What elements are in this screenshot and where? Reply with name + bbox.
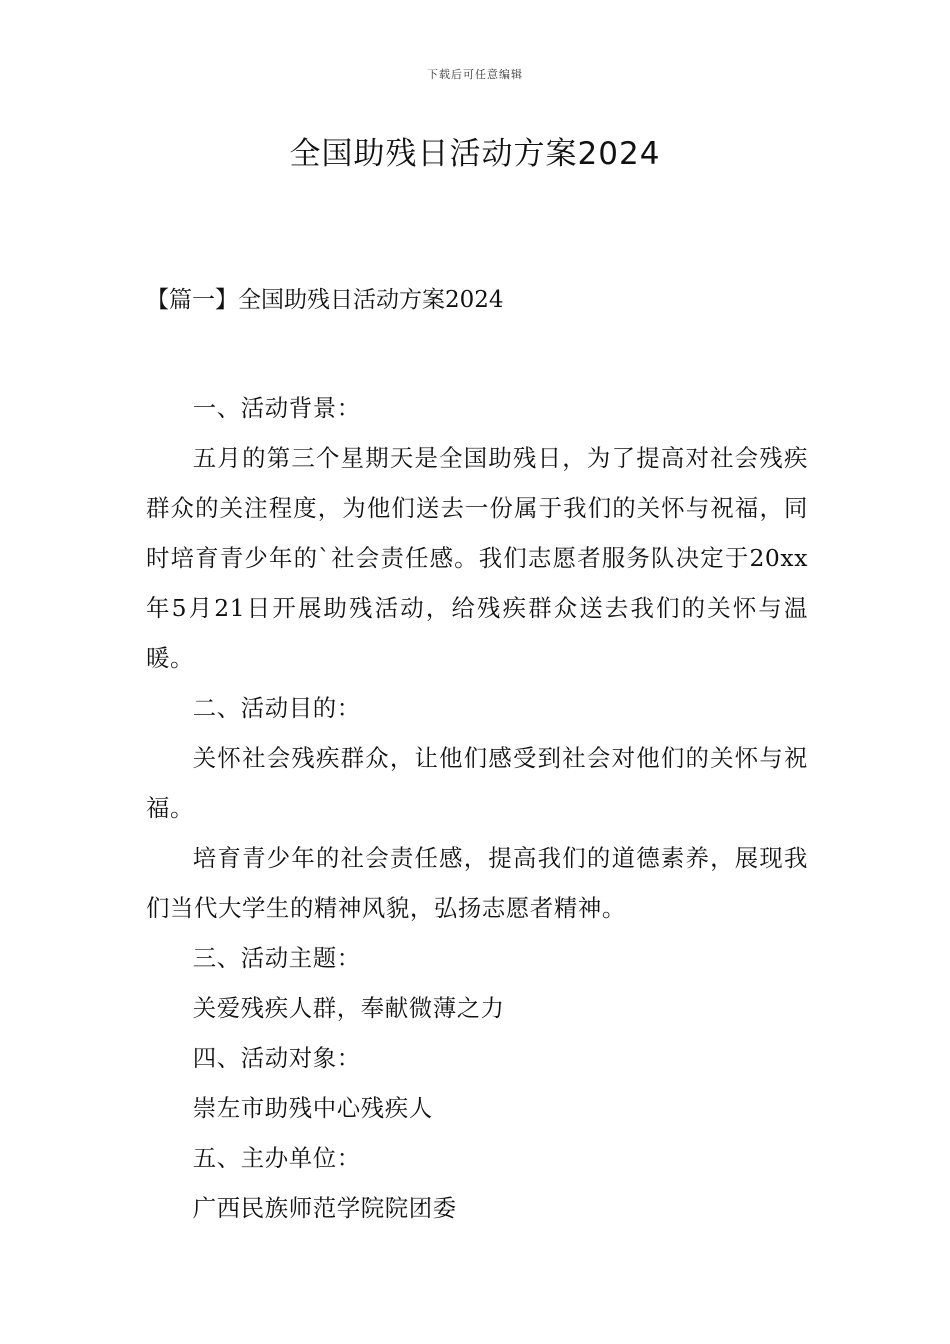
section-heading: 【篇一】全国助残日活动方案2024 xyxy=(146,287,504,313)
paragraph-background: 五月的第三个星期天是全国助残日，为了提高对社会残疾群众的关注程度，为他们送去一份属于我们的关怀与祝福，同时培育青少年的`社会责任感。我们志愿者服务队决定于20xx年5月21日开展助残活动，给残疾群众送去我们的关怀与温暖。 xyxy=(146,444,808,672)
paragraph-theme: 关爱残疾人群，奉献微薄之力 xyxy=(192,994,505,1022)
header-note: 下载后可任意编辑 xyxy=(427,68,523,81)
heading-organizer: 五、主办单位： xyxy=(192,1144,361,1172)
heading-target: 四、活动对象： xyxy=(192,1044,361,1072)
heading-theme: 三、活动主题： xyxy=(192,944,361,972)
paragraph-purpose-2: 培育青少年的社会责任感，提高我们的道德素养，展现我们当代大学生的精神风貌，弘扬志愿者精神。 xyxy=(146,844,808,922)
paragraph-target: 崇左市助残中心残疾人 xyxy=(192,1094,433,1122)
heading-purpose: 二、活动目的： xyxy=(192,694,361,722)
document-body xyxy=(146,383,808,1233)
paragraph-organizer: 广西民族师范学院院团委 xyxy=(192,1194,457,1222)
document-title: 全国助残日活动方案2024 xyxy=(289,136,661,172)
paragraph-purpose-1: 关怀社会残疾群众，让他们感受到社会对他们的关怀与祝福。 xyxy=(146,744,808,822)
heading-background: 一、活动背景： xyxy=(192,394,361,422)
